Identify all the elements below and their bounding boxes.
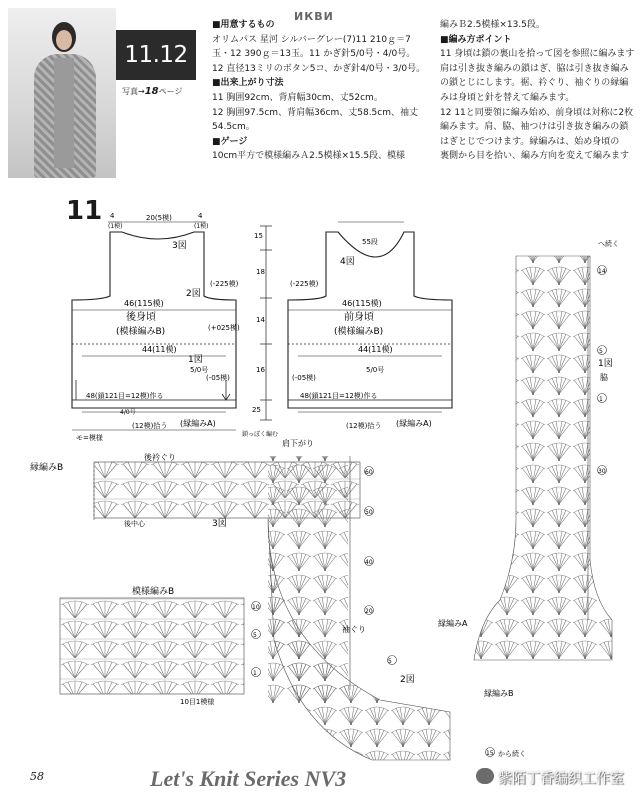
back-hook-size: 5/0号	[190, 366, 209, 374]
watermark-text: ИКВИ	[294, 10, 334, 23]
back-fig1-label: 1図	[188, 355, 203, 365]
edging-b-label: 縁編みB	[30, 463, 64, 473]
materials-line: 11 胸囲92cm、背肩幅30cm、丈52cm。	[212, 92, 383, 103]
back-pickup-count: (12模)拾う	[132, 422, 168, 430]
front-pickup-count: (12模)拾う	[346, 422, 382, 430]
front-foundation-chain: 48(鎖121目=12模)作る	[300, 392, 378, 400]
materials-line: オリムパス 星河 シルバーグレー(7)11 210ｇ＝7	[212, 34, 411, 45]
front-width-46: 46(115模)	[342, 299, 382, 308]
row-number: 40	[365, 559, 373, 566]
pattern-repeat-label: 10目1模様	[180, 698, 215, 706]
row-number: 1	[253, 670, 257, 677]
wechat-icon	[476, 768, 494, 784]
row-number: 5	[599, 348, 603, 355]
back-title: 後身頃	[126, 312, 156, 323]
back-foundation-chain: 48(鎖121目=12模)作る	[86, 392, 164, 400]
side-label: 脇	[600, 373, 608, 382]
shoulder-slope-label: 肩下がり	[282, 439, 314, 448]
pattern-b-chart-label: 模様編みB	[132, 587, 175, 597]
ruler-dim-25: 25	[252, 406, 261, 414]
materials-line: ■ゲージ	[212, 136, 248, 147]
front-armhole-decrease: (-225模)	[290, 280, 319, 288]
back-neckline-label: 後衿ぐり	[144, 453, 176, 462]
row-number: 14	[598, 268, 606, 275]
front-width-44: 44(11模)	[358, 345, 393, 354]
materials-line: 10cm平方で模様編みＡ2.5模様×15.5段、模様	[212, 151, 406, 162]
points-line: 裏側から目を拾い、編み方向を変えて編みます	[440, 151, 630, 162]
points-line: ■編み方ポイント	[440, 34, 512, 45]
back-width-46: 46(115模)	[124, 299, 164, 308]
points-line: はぎとじでつけます。縁編みは、始め身頃の	[440, 136, 620, 147]
row-number: 1	[599, 396, 603, 403]
abbreviation-note: モ=模様	[76, 434, 103, 442]
photo-page-reference: 写真→18ページ	[122, 86, 183, 97]
back-pattern-label: (模様編みB)	[116, 327, 166, 337]
back-shoulder-repeat-right: (1模)	[194, 223, 209, 230]
diagram-number: 11	[66, 196, 103, 226]
back-shoulder-width-right: 4	[198, 212, 203, 220]
pickup-instruction: 鎖っぽく編む	[242, 431, 279, 438]
front-title: 前身頃	[344, 312, 374, 323]
page-number: 58	[30, 770, 44, 783]
points-line: 編みＢ2.5模様×13.5段。	[440, 20, 545, 30]
points-line: 11 身頃は鎖の裏山を拾って図を参照に編みます	[440, 49, 635, 60]
materials-line: ■用意するもの	[212, 20, 275, 30]
chart-fig3-label: 3図	[212, 519, 227, 529]
materials-line: 玉・12 390ｇ＝13玉。11 かぎ針5/0号・4/0号。	[212, 49, 416, 60]
row-number: 30	[598, 468, 606, 475]
back-center-label: 後中心	[124, 520, 145, 528]
side-stitch-chart	[474, 256, 612, 660]
materials-line: ■出来上がり寸法	[212, 78, 284, 89]
back-hem-edging: (縁編みA)	[180, 419, 216, 428]
front-pattern-label: (模様編みB)	[334, 327, 384, 337]
row-number: 60	[365, 469, 373, 476]
back-shoulder-width-left: 4	[110, 212, 115, 220]
ruler-dim-15: 15	[254, 232, 263, 240]
ruler-dim-18: 18	[256, 268, 265, 276]
armhole-label: 袖ぐり	[342, 625, 366, 634]
back-fig3-label: 3図	[172, 241, 187, 251]
edging-a-label: 縁編みA	[438, 619, 468, 628]
points-line: みは身頃と針を替えて編みます。	[440, 92, 575, 103]
row-number: 15	[486, 750, 494, 757]
materials-line: 54.5cm。	[212, 122, 255, 133]
pattern-b-stitch-chart	[60, 598, 244, 694]
ruler-dim-16: 16	[256, 366, 265, 374]
back-increase-label: (+025模)	[208, 324, 240, 332]
ruler-dim-14: 14	[256, 316, 265, 324]
series-title: Let's Knit Series NV3	[150, 766, 347, 791]
back-width-44: 44(11模)	[142, 345, 177, 354]
row-number: 50	[365, 509, 373, 516]
front-hook-size: 5/0号	[366, 366, 385, 374]
front-hem-edging: (縁編みA)	[396, 419, 432, 428]
materials-line: 12 直径13ミリのボタン5コ、かぎ針4/0号・3/0号。	[212, 63, 426, 74]
row-number: 10	[252, 604, 260, 611]
front-fig4-label: 4図	[340, 257, 355, 267]
back-armhole-decrease: (-225模)	[210, 280, 239, 288]
row-number: 20	[365, 608, 373, 615]
row-number: 5	[253, 632, 257, 639]
back-fig2-label: 2図	[186, 289, 201, 299]
pattern-id-badge: 11.12	[116, 30, 196, 80]
front-neck-rows: 55段	[362, 238, 378, 246]
front-decrease-label: (-05模)	[292, 374, 316, 382]
row-number: 5	[388, 658, 392, 665]
points-line: の鎖とじにします。裾、衿ぐり、袖ぐりの縁編	[440, 78, 629, 89]
edging-b-side-label: 縁編みB	[484, 689, 514, 698]
back-neck-width: 20(5模)	[146, 214, 172, 222]
materials-line: 12 胸囲97.5cm、背肩幅36cm、丈58.5cm、袖丈	[212, 107, 418, 118]
back-decrease-label: (-05模)	[206, 374, 230, 382]
from-continue-label: から続く	[498, 750, 526, 758]
continue-label: へ続く	[598, 240, 619, 248]
back-hem-hook: 4/0号	[120, 409, 136, 416]
points-line: 肩は引き抜き編みの鎖はぎ、脇は引き抜き編み	[440, 63, 629, 74]
chart-fig2-label: 2図	[400, 675, 415, 685]
points-line: 12 11と同要領に編み始め、前身頃は対称に2枚	[440, 107, 634, 118]
chart-fig1-label: 1図	[598, 359, 613, 369]
points-line: 編みます。肩、脇、袖つけは引き抜き編みの鎖	[440, 122, 629, 133]
back-shoulder-repeat-left: (1模)	[108, 223, 123, 230]
studio-watermark: 紫陌丁香编织工作室	[498, 771, 624, 787]
